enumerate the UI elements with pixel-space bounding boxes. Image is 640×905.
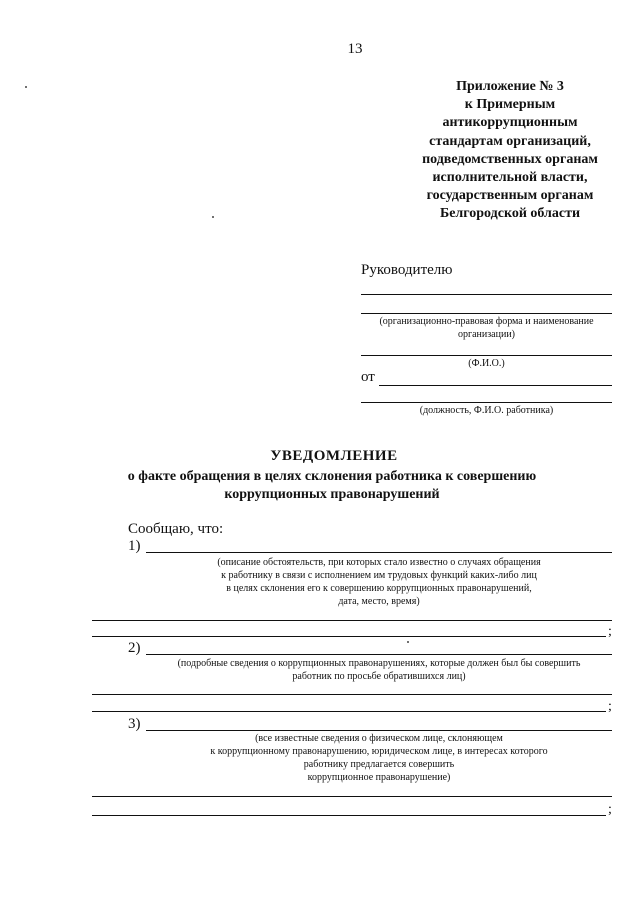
- org-name-line[interactable]: [361, 294, 612, 295]
- caption-line: организации): [457, 329, 516, 340]
- item-3-caption: [146, 732, 612, 784]
- caption-line: работник по просьбе обратившихся лиц): [292, 671, 466, 682]
- item-number: 1): [128, 538, 141, 554]
- from-label: от: [361, 369, 375, 385]
- appendix-line: стандартам организаций,: [429, 133, 591, 149]
- document-subtitle: коррупционных правонарушений: [224, 487, 440, 502]
- scan-speck: [25, 86, 27, 88]
- item-number: 2): [128, 640, 141, 656]
- item-2-line[interactable]: [92, 711, 606, 712]
- appendix-line: подведомственных органам: [422, 151, 598, 167]
- item-1-line[interactable]: [146, 552, 612, 553]
- item-2-line[interactable]: [146, 654, 612, 655]
- document-subtitle: о факте обращения в целях склонения работника к совершению: [127, 469, 537, 484]
- appendix-line: Белгородской области: [439, 206, 581, 222]
- from-line[interactable]: [379, 385, 612, 386]
- scan-speck: [212, 216, 214, 218]
- caption-line: коррупционное правонарушение): [307, 772, 451, 783]
- scan-speck: [407, 641, 409, 643]
- caption-line: (все известные сведения о физическом лице, склоняющем: [255, 733, 503, 744]
- item-end-mark: ;: [608, 802, 612, 817]
- appendix-line: исполнительной власти,: [432, 170, 588, 186]
- item-1-line[interactable]: [92, 620, 612, 621]
- caption-line: к работнику в связи с исполнением им трудовых функций каких-либо лиц: [221, 570, 537, 581]
- page-number: 13: [347, 41, 363, 57]
- caption-line: (организационно-правовая форма и наименование: [379, 316, 594, 327]
- head-fio-line[interactable]: [361, 355, 612, 356]
- addressee-label: Руководителю: [361, 262, 453, 278]
- item-number: 3): [128, 716, 141, 732]
- item-3-line[interactable]: [146, 730, 612, 731]
- item-2-line[interactable]: [92, 694, 612, 695]
- caption-line: работнику предлагается совершить: [303, 759, 455, 770]
- org-name-line[interactable]: [361, 313, 612, 314]
- caption-line: (подробные сведения о коррупционных правонарушениях, которые должен был бы совершить: [177, 658, 581, 669]
- fio-caption: (Ф.И.О.): [468, 358, 505, 369]
- item-1-caption: [146, 556, 612, 608]
- document-title: УВЕДОМЛЕНИЕ: [270, 448, 398, 464]
- caption-line: дата, место, время): [338, 596, 420, 607]
- appendix-line: Приложение № 3: [456, 79, 564, 94]
- caption-line: (описание обстоятельств, при которых стало известно о случаях обращения: [217, 557, 541, 568]
- item-1-line[interactable]: [92, 636, 606, 637]
- caption-line: к коррупционному правонарушению, юридическом лице, в интересах которого: [210, 746, 548, 757]
- item-end-mark: ;: [608, 624, 612, 639]
- appendix-line: государственным органам: [426, 188, 594, 204]
- position-caption: (должность, Ф.И.О. работника): [419, 405, 554, 416]
- employee-line[interactable]: [361, 402, 612, 403]
- org-caption: [361, 315, 612, 341]
- item-end-mark: ;: [608, 699, 612, 714]
- appendix-line: антикоррупционным: [442, 115, 578, 131]
- caption-line: в целях склонения его к совершению коррупционных правонарушений,: [226, 583, 532, 594]
- item-3-line[interactable]: [92, 815, 606, 816]
- intro-text: Сообщаю, что:: [128, 521, 224, 537]
- item-2-caption: [146, 657, 612, 683]
- item-3-line[interactable]: [92, 796, 612, 797]
- appendix-line: к Примерным: [464, 97, 556, 113]
- appendix-header: [385, 78, 635, 224]
